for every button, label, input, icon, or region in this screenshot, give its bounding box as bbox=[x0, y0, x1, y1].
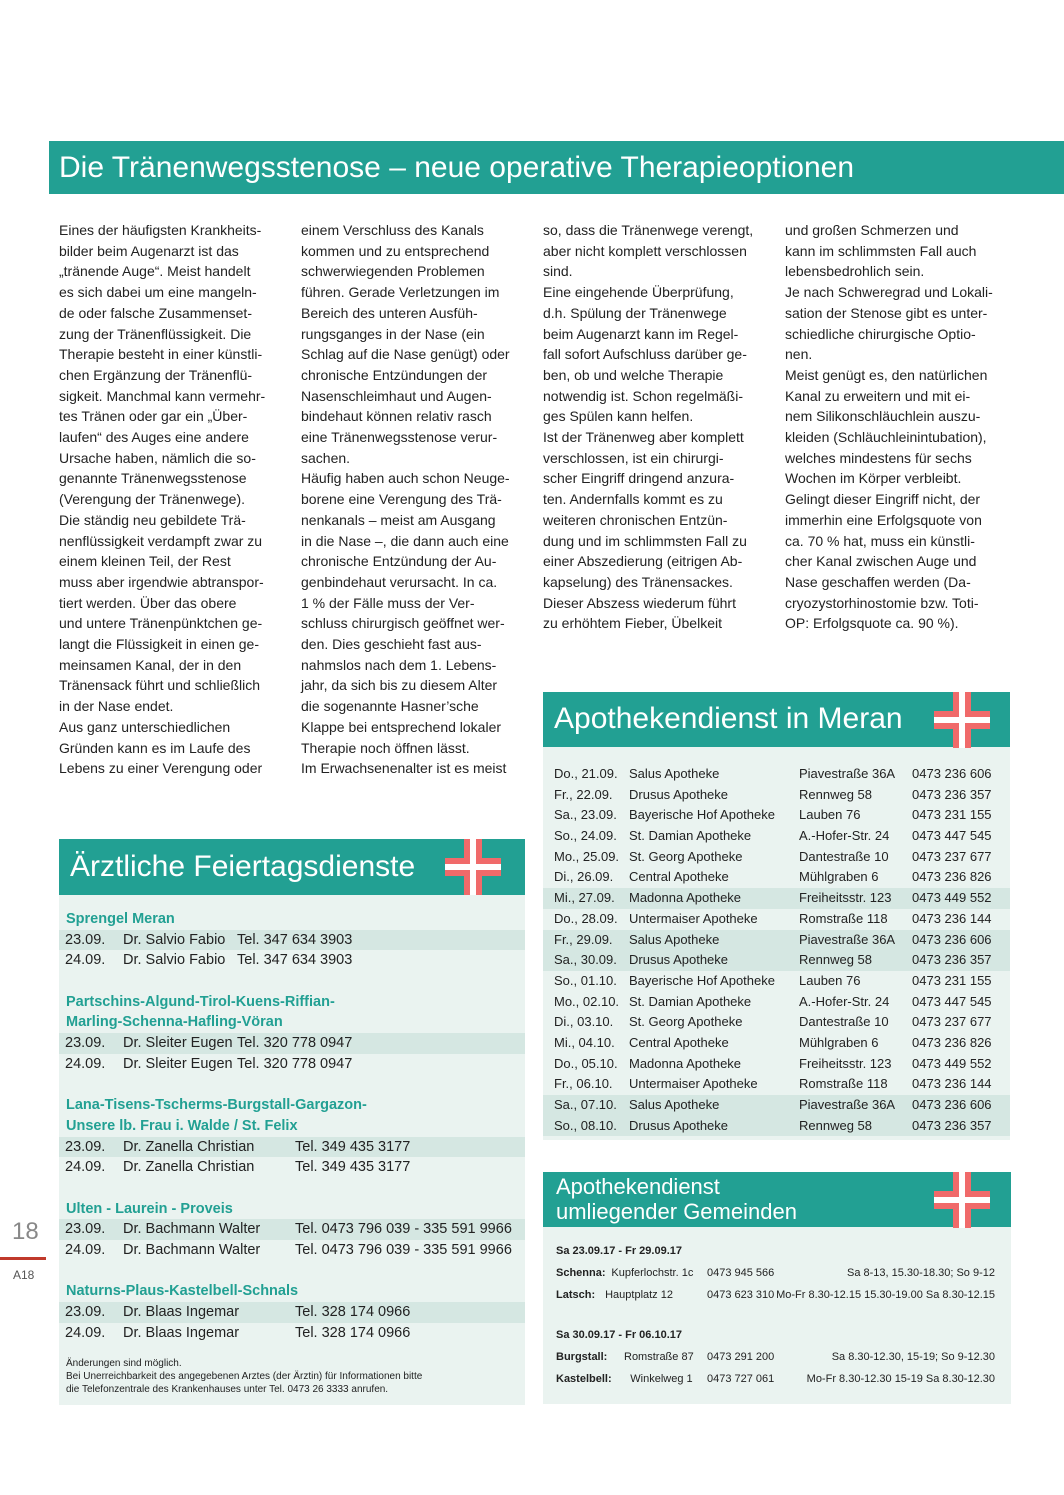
article-text-line: dung und im schlimmsten Fall zu bbox=[543, 532, 747, 549]
article-text-line: ten. Andernfalls kommt es zu bbox=[543, 491, 723, 508]
pharmacy-date: So., 08.10. bbox=[554, 1117, 617, 1133]
article-text-line: in der Nase endet. bbox=[59, 698, 174, 715]
pharmacy-row bbox=[543, 1116, 1010, 1137]
pharmacy-date: Mo., 02.10. bbox=[554, 993, 620, 1009]
article-text-line: Klappe bei entsprechend lokaler bbox=[301, 718, 502, 735]
doctor-phone: Tel. 349 435 3177 bbox=[295, 1159, 411, 1176]
pharmacy-address: Kupferlochstr. 1c bbox=[611, 1267, 694, 1279]
article-text-line: borene eine Verengung des Trä- bbox=[301, 491, 502, 508]
doctor-name: Dr. Bachmann Walter bbox=[123, 1221, 261, 1238]
article-text-line: Aus ganz unterschiedlichen bbox=[59, 718, 231, 735]
pharmacy-row bbox=[543, 785, 1010, 806]
doctor-name: Dr. Salvio Fabio bbox=[123, 931, 226, 948]
pharmacy-row bbox=[543, 847, 1010, 868]
doctor-phone: Tel. 320 778 0947 bbox=[237, 1055, 353, 1072]
article-text-line: „tränende Auge“. Meist handelt bbox=[59, 263, 251, 280]
pharmacy-name: Bayerische Hof Apotheke bbox=[629, 972, 775, 988]
article-text-line: in die Nase –, die dann auch eine bbox=[301, 532, 509, 549]
article-text-line: Nasenschleimhaut und Augen- bbox=[301, 387, 492, 404]
doctors-note bbox=[59, 1357, 532, 1396]
surrounding-pharmacy-title-line1: Apothekendienst bbox=[556, 1174, 720, 1199]
pharmacy-address: Dantestraße 10 bbox=[799, 1014, 889, 1030]
pharmacy-address: Hauptplatz 12 bbox=[605, 1289, 673, 1301]
article-text-line: Eine eingehende Überprüfung, bbox=[543, 284, 734, 301]
doctor-phone: Tel. 328 174 0966 bbox=[295, 1304, 411, 1321]
pharmacy-address: Rennweg 58 bbox=[799, 786, 872, 802]
pharmacy-row bbox=[543, 950, 1010, 971]
article-text-line: so, dass die Tränenwege verengt, bbox=[543, 222, 754, 238]
pharmacy-row bbox=[543, 888, 1010, 909]
article-text-line: Bereich des unteren Ausfüh- bbox=[301, 304, 478, 321]
pharmacy-address: Piavestraße 36A bbox=[799, 1097, 896, 1112]
opening-hours: Sa 8-13, 15.30-18.30; So 9-12 bbox=[847, 1267, 995, 1279]
article-text-line: kommen und zu entsprechend bbox=[301, 242, 490, 259]
article-text-line: Gründen kann es im Laufe des bbox=[59, 739, 251, 756]
pharmacy-address: Piavestraße 36A bbox=[799, 766, 896, 781]
surrounding-pharmacy-row bbox=[543, 1368, 1011, 1390]
pharmacy-address: Lauben 76 bbox=[799, 972, 861, 988]
pharmacy-row bbox=[543, 1074, 1010, 1095]
article-text-line: führen. Gerade Verletzungen im bbox=[301, 284, 500, 301]
article-text-line: jahr, da sich bis zu diesem Alter bbox=[301, 677, 498, 694]
pharmacy-phone: 0473 236 144 bbox=[912, 910, 992, 926]
pharmacy-name: St. Damian Apotheke bbox=[629, 993, 752, 1009]
section-spacer bbox=[59, 1261, 525, 1282]
pharmacy-phone: 0473 236 606 bbox=[912, 1097, 992, 1112]
pharmacy-name: Untermaiser Apotheke bbox=[629, 1076, 758, 1092]
doctor-date: 24.09. bbox=[65, 1242, 106, 1259]
pharmacy-row bbox=[543, 764, 1010, 785]
doctors-on-call-title: Ärztliche Feiertagsdienste bbox=[70, 850, 416, 883]
article-text-line: tes Tränen oder gar ein „Über- bbox=[59, 408, 248, 425]
group-spacer bbox=[543, 1306, 1011, 1324]
pharmacy-name: Salus Apotheke bbox=[629, 931, 720, 947]
doctor-row bbox=[59, 1302, 525, 1323]
article-text-line: cher Kanal zwischen Auge und bbox=[785, 553, 977, 570]
pharmacy-date: Mo., 25.09. bbox=[554, 848, 620, 864]
article-title: Die Tränenwegsstenose – neue operative Therapieoptionen bbox=[49, 141, 1064, 194]
pharmacy-date: Mi., 27.09. bbox=[554, 890, 615, 906]
article-text-line: (Verengung der Tränenwege). bbox=[59, 491, 246, 508]
article-column-4 bbox=[785, 220, 1010, 634]
doctors-on-call-header bbox=[59, 839, 525, 895]
pharmacy-phone: 0473 237 677 bbox=[912, 848, 992, 864]
pharmacy-address: A.-Hofer-Str. 24 bbox=[799, 828, 890, 844]
pharmacy-phone: 0473 291 200 bbox=[707, 1351, 775, 1363]
doctor-date: 23.09. bbox=[65, 931, 106, 948]
pharmacy-row bbox=[543, 930, 1010, 951]
district-name: Naturns-Plaus-Kastelbell-Schnals bbox=[66, 1283, 299, 1300]
article-text-line: scher Eingriff dringend anzura- bbox=[543, 470, 735, 487]
article-text-line: aber nicht komplett verschlossen bbox=[543, 242, 747, 259]
article-text-line: weiteren chronischen Entzün- bbox=[543, 511, 728, 528]
pharmacy-name: Untermaiser Apotheke bbox=[629, 910, 758, 926]
doctor-date: 23.09. bbox=[65, 1304, 106, 1321]
article-text-line: lebensbedrohlich sein. bbox=[785, 263, 925, 280]
article-text-line: einer Abszedierung (eitrigen Ab- bbox=[543, 553, 743, 570]
doctor-phone: Tel. 320 778 0947 bbox=[237, 1035, 353, 1052]
article-text-line: nen. bbox=[785, 346, 813, 363]
article-text-line: Die ständig neu gebildete Trä- bbox=[59, 511, 246, 528]
doctor-row bbox=[59, 1137, 525, 1158]
pharmacy-date: Fr., 22.09. bbox=[554, 786, 613, 802]
article-text-line: notwendig ist. Schon regelmäßi- bbox=[543, 387, 743, 404]
pharmacy-name: Drusus Apotheke bbox=[629, 786, 729, 802]
article-text-line: nenflüssigkeit verdampft zwar zu bbox=[59, 532, 263, 549]
doctor-phone: Tel. 0473 796 039 - 335 591 9966 bbox=[295, 1242, 512, 1259]
article-text-line: chen Ergänzung der Tränenflü- bbox=[59, 366, 253, 383]
article-column-1 bbox=[59, 220, 284, 779]
article-text-line: kleiden (Schläuchleinintubation), bbox=[785, 429, 987, 446]
surrounding-pharmacy-row bbox=[543, 1262, 1011, 1284]
pharmacy-name: Salus Apotheke bbox=[629, 766, 720, 781]
pharmacy-phone: 0473 727 061 bbox=[707, 1373, 775, 1385]
pharmacy-phone: 0473 236 357 bbox=[912, 1117, 992, 1133]
surrounding-pharmacy-row bbox=[543, 1284, 1011, 1306]
doctor-phone: Tel. 0473 796 039 - 335 591 9966 bbox=[295, 1221, 512, 1238]
doctor-name: Dr. Blaas Ingemar bbox=[123, 1304, 240, 1321]
pharmacy-date: Sa., 30.09. bbox=[554, 952, 617, 968]
article-text-line: einem kleinen Teil, der Rest bbox=[59, 553, 231, 570]
pharmacy-date: Fr., 06.10. bbox=[554, 1076, 613, 1092]
article-text-line: nahmslos nach dem 1. Lebens- bbox=[301, 656, 497, 673]
article-text-line: zung der Tränenflüssigkeit. Die bbox=[59, 325, 252, 342]
article-text-line: eine Tränenwegsstenose verur- bbox=[301, 429, 498, 446]
article-text-line: sachen. bbox=[301, 449, 351, 466]
doctor-phone: Tel. 347 634 3903 bbox=[237, 931, 353, 948]
pharmacy-address: A.-Hofer-Str. 24 bbox=[799, 993, 890, 1009]
pharmacy-name: St. Damian Apotheke bbox=[629, 828, 752, 844]
pharmacy-row bbox=[543, 867, 1010, 888]
article-text-line: bindehaut können relativ rasch bbox=[301, 408, 492, 425]
pharmacy-cross-icon bbox=[445, 839, 501, 895]
opening-hours: Sa 8.30-12.30, 15-19; So 9-12.30 bbox=[831, 1351, 995, 1363]
pharmacy-address: Romstraße 118 bbox=[799, 910, 888, 926]
article-text-line: Ist der Tränenweg aber komplett bbox=[543, 429, 744, 446]
note-line: die Telefonzentrale des Krankenhauses unter Tel. 0473 26 3333 anrufen. bbox=[66, 1384, 389, 1395]
article-text-line: sigkeit. Manchmal kann vermehr- bbox=[59, 387, 266, 404]
article-text-line: Ursache haben, nämlich die so- bbox=[59, 449, 256, 466]
town-name: Schenna: bbox=[556, 1267, 606, 1279]
pharmacy-address: Romstraße 118 bbox=[799, 1076, 888, 1092]
service-period bbox=[543, 1324, 1011, 1346]
pharmacy-date: Do., 21.09. bbox=[554, 766, 618, 781]
article-text-line: langt die Flüssigkeit in einen ge- bbox=[59, 636, 260, 653]
pharmacy-address: Rennweg 58 bbox=[799, 952, 872, 968]
article-column-2 bbox=[301, 220, 526, 779]
pharmacy-phone: 0473 236 357 bbox=[912, 952, 992, 968]
doctor-name: Dr. Bachmann Walter bbox=[123, 1242, 261, 1259]
pharmacy-address: Piavestraße 36A bbox=[799, 931, 896, 947]
pharmacy-date: Fr., 29.09. bbox=[554, 931, 613, 947]
pharmacy-phone: 0473 449 552 bbox=[912, 1055, 992, 1071]
article-text-line: und großen Schmerzen und bbox=[785, 222, 959, 238]
pharmacy-phone: 0473 231 155 bbox=[912, 972, 992, 988]
article-text-line: cryozystorhinostomie bzw. Toti- bbox=[785, 594, 979, 611]
article-text-line: nem Silikonschläuchlein auszu- bbox=[785, 408, 981, 425]
pharmacy-row bbox=[543, 1012, 1010, 1033]
district-name: Sprengel Meran bbox=[66, 911, 175, 927]
pharmacy-name: St. Georg Apotheke bbox=[629, 1014, 743, 1030]
article-text-line: schiedliche chirurgische Optio- bbox=[785, 325, 976, 342]
article-text-line: Je nach Schweregrad und Lokali- bbox=[785, 284, 993, 301]
article-text-line: zu erhöhtem Fieber, Übelkeit bbox=[543, 615, 722, 632]
pharmacy-row bbox=[543, 826, 1010, 847]
article-text-line: fall sofort Aufschluss darüber ge- bbox=[543, 346, 747, 363]
district-name: Unsere lb. Frau i. Walde / St. Felix bbox=[66, 1117, 298, 1134]
article-text-line: Kanal zu erweitern und mit ei- bbox=[785, 387, 971, 404]
town-name: Kastelbell: bbox=[556, 1373, 612, 1385]
article-text-line: nenkanals – meist am Ausgang bbox=[301, 511, 496, 528]
note-line: Bei Unerreichbarkeit des angegebenen Arztes (der Ärztin) für Informationen bitte bbox=[66, 1371, 423, 1382]
article-text-line: schluss chirurgisch geöffnet wer- bbox=[301, 615, 505, 632]
pharmacy-phone: 0473 447 545 bbox=[912, 993, 992, 1009]
article-text-line: muss aber irgendwie abtranspor- bbox=[59, 573, 264, 590]
pharmacy-name: Central Apotheke bbox=[629, 1034, 729, 1050]
article-text-line: Dieser Abszess wiederum führt bbox=[543, 594, 736, 611]
doctor-date: 24.09. bbox=[65, 1055, 106, 1072]
article-text-line: Nase geschaffen werden (Da- bbox=[785, 573, 971, 590]
pharmacy-address: Mühlgraben 6 bbox=[799, 869, 879, 885]
page-number-divider bbox=[0, 1257, 46, 1260]
district-name: Marling-Schenna-Hafling-Vöran bbox=[66, 1014, 283, 1031]
opening-hours: Mo-Fr 8.30-12.30 15-19 Sa 8.30-12.30 bbox=[806, 1373, 995, 1385]
district-name: Partschins-Algund-Tirol-Kuens-Riffian- bbox=[66, 993, 335, 1010]
pharmacy-phone: 0473 449 552 bbox=[912, 890, 992, 906]
pharmacy-address: Rennweg 58 bbox=[799, 1117, 872, 1133]
page-number: 18 bbox=[12, 1218, 39, 1245]
article-text-line: chronische Entzündung der Au- bbox=[301, 553, 497, 570]
doctor-row bbox=[59, 1219, 525, 1240]
article-text-line: genbindehaut verursacht. In ca. bbox=[301, 573, 498, 590]
pharmacy-phone: 0473 236 606 bbox=[912, 766, 992, 781]
article-text-line: Meist genügt es, den natürlichen bbox=[785, 366, 988, 383]
pharmacy-name: Madonna Apotheke bbox=[629, 1055, 742, 1071]
pharmacy-name: Salus Apotheke bbox=[629, 1097, 720, 1112]
town-name: Latsch: bbox=[556, 1289, 596, 1301]
pharmacy-row bbox=[543, 909, 1010, 930]
pharmacy-row bbox=[543, 1033, 1010, 1054]
pharmacy-date: Di., 03.10. bbox=[554, 1014, 614, 1030]
pharmacy-phone: 0473 236 826 bbox=[912, 1034, 992, 1050]
article-text-line: genannte Tränenwegsstenose bbox=[59, 470, 247, 487]
doctor-row bbox=[59, 930, 525, 951]
pharmacy-date: So., 24.09. bbox=[554, 828, 617, 844]
pharmacy-phone: 0473 236 606 bbox=[912, 931, 992, 947]
article-text-line: Lebens zu einer Verengung oder bbox=[59, 760, 263, 777]
doctor-row bbox=[59, 1323, 525, 1344]
article-text-line: Tränensack führt und schließlich bbox=[59, 677, 261, 694]
article-text-line: es sich dabei um eine mangeln- bbox=[59, 284, 257, 301]
article-text-line: chronische Entzündungen der bbox=[301, 366, 488, 383]
doctor-date: 24.09. bbox=[65, 1324, 106, 1341]
pharmacy-name: Bayerische Hof Apotheke bbox=[629, 807, 775, 823]
doctor-date: 24.09. bbox=[65, 1159, 106, 1176]
surrounding-pharmacy-list bbox=[543, 1240, 1011, 1390]
pharmacy-phone: 0473 231 155 bbox=[912, 807, 992, 823]
doctor-date: 23.09. bbox=[65, 1221, 106, 1238]
article-column-3 bbox=[543, 220, 768, 634]
article-text-line: ca. 70 % hat, muss ein künstli- bbox=[785, 532, 975, 549]
article-text-line: den. Dies geschieht fast aus- bbox=[301, 636, 482, 653]
pharmacy-address: Romstraße 87 bbox=[624, 1351, 694, 1363]
article-text-line: bilder beim Augenarzt ist das bbox=[59, 242, 239, 259]
note-line: Änderungen sind möglich. bbox=[66, 1358, 182, 1369]
meran-pharmacy-box bbox=[543, 692, 1010, 1140]
pharmacy-date: Do., 28.09. bbox=[554, 910, 618, 926]
section-spacer bbox=[59, 1075, 525, 1096]
pharmacy-date: Di., 26.09. bbox=[554, 869, 614, 885]
article-text-line: sation der Stenose gibt es unter- bbox=[785, 304, 988, 321]
doctor-name: Dr. Blaas Ingemar bbox=[123, 1324, 240, 1341]
section-spacer bbox=[59, 971, 525, 992]
doctor-phone: Tel. 328 174 0966 bbox=[295, 1324, 411, 1341]
article-text-line: schwerwiegenden Problemen bbox=[301, 263, 485, 280]
doctor-phone: Tel. 347 634 3903 bbox=[237, 952, 353, 969]
article-text-line: ben, ob und welche Therapie bbox=[543, 366, 724, 383]
article-text-line: welches mindestens für sechs bbox=[785, 449, 972, 466]
article-text-line: Gelingt dieser Eingriff nicht, der bbox=[785, 491, 981, 508]
article-text-line: sind. bbox=[543, 263, 573, 280]
section-spacer bbox=[59, 1178, 525, 1199]
pharmacy-phone: 0473 623 310 bbox=[707, 1289, 775, 1301]
article-text-line: Im Erwachsenenalter ist es meist bbox=[301, 760, 507, 777]
article-text-line: einem Verschluss des Kanals bbox=[301, 222, 484, 238]
service-period-text: Sa 23.09.17 - Fr 29.09.17 bbox=[556, 1245, 682, 1257]
article-text-line: ges Spülen kann helfen. bbox=[543, 408, 694, 425]
pharmacy-address: Dantestraße 10 bbox=[799, 848, 889, 864]
doctor-row bbox=[59, 950, 525, 971]
article-text-line: Schlag auf die Nase genügt) oder bbox=[301, 346, 510, 363]
pharmacy-name: Drusus Apotheke bbox=[629, 1117, 729, 1133]
pharmacy-name: Madonna Apotheke bbox=[629, 890, 742, 906]
surrounding-pharmacy-row bbox=[543, 1346, 1011, 1368]
article-text-line: Wochen im Körper verbleibt. bbox=[785, 470, 962, 487]
pharmacy-phone: 0473 447 545 bbox=[912, 828, 992, 844]
doctor-date: 23.09. bbox=[65, 1138, 106, 1155]
doctor-date: 24.09. bbox=[65, 952, 106, 969]
article-text-line: verschlossen, ist ein chirurgi- bbox=[543, 449, 724, 466]
article-text-line: kann im schlimmsten Fall auch bbox=[785, 242, 977, 259]
doctors-on-call-list bbox=[59, 909, 525, 1344]
doctor-row bbox=[59, 1157, 525, 1178]
pharmacy-phone: 0473 236 357 bbox=[912, 786, 992, 802]
pharmacy-cross-icon bbox=[934, 692, 990, 748]
doctor-date: 23.09. bbox=[65, 1035, 106, 1052]
doctor-row bbox=[59, 1033, 525, 1054]
pharmacy-name: St. Georg Apotheke bbox=[629, 848, 743, 864]
article-text-line: Therapie noch öffnen lässt. bbox=[301, 739, 470, 756]
article-text-line: tiert werden. Über das obere bbox=[59, 594, 237, 611]
pharmacy-address: Freiheitsstr. 123 bbox=[799, 890, 892, 906]
article-text-line: de oder falsche Zusammenset- bbox=[59, 304, 252, 321]
district-name: Ulten - Laurein - Proveis bbox=[66, 1200, 233, 1217]
doctor-name: Dr. Zanella Christian bbox=[123, 1138, 255, 1155]
pharmacy-date: Mi., 04.10. bbox=[554, 1034, 615, 1050]
opening-hours: Mo-Fr 8.30-12.15 15.30-19.00 Sa 8.30-12.15 bbox=[776, 1289, 995, 1301]
pharmacy-date: Do., 05.10. bbox=[554, 1055, 618, 1071]
service-period bbox=[543, 1240, 1011, 1262]
article-text-line: kapselung) des Tränensackes. bbox=[543, 573, 733, 590]
surrounding-pharmacy-box bbox=[543, 1172, 1011, 1404]
article-text-line: OP: Erfolgsquote ca. 90 %). bbox=[785, 615, 959, 632]
doctor-name: Dr. Sleiter Eugen bbox=[123, 1055, 233, 1072]
article-text-line: immerhin eine Erfolgsquote von bbox=[785, 511, 982, 528]
surrounding-pharmacy-header bbox=[543, 1172, 1011, 1227]
article-text-line: Häufig haben auch schon Neuge- bbox=[301, 470, 510, 487]
service-period-text: Sa 30.09.17 - Fr 06.10.17 bbox=[556, 1329, 682, 1341]
article-text-line: 1 % der Fälle muss der Ver- bbox=[301, 594, 475, 611]
article-text-line: Therapie besteht in einer künstli- bbox=[59, 346, 263, 363]
pharmacy-row bbox=[543, 805, 1010, 826]
pharmacy-address: Winkelweg 1 bbox=[630, 1373, 693, 1385]
pharmacy-phone: 0473 236 144 bbox=[912, 1076, 992, 1092]
article-text-line: Eines der häufigsten Krankheits- bbox=[59, 222, 262, 238]
district-name: Lana-Tisens-Tscherms-Burgstall-Gargazon- bbox=[66, 1097, 367, 1114]
doctor-name: Dr. Zanella Christian bbox=[123, 1159, 255, 1176]
pharmacy-date: Sa., 07.10. bbox=[554, 1097, 617, 1112]
pharmacy-address: Mühlgraben 6 bbox=[799, 1034, 879, 1050]
article-text-line: und untere Tränenpünktchen ge- bbox=[59, 615, 263, 632]
doctor-row bbox=[59, 1054, 525, 1075]
pharmacy-address: Lauben 76 bbox=[799, 807, 861, 823]
pharmacy-address: Freiheitsstr. 123 bbox=[799, 1055, 892, 1071]
pharmacy-name: Drusus Apotheke bbox=[629, 952, 729, 968]
pharmacy-phone: 0473 945 566 bbox=[707, 1267, 775, 1279]
meran-pharmacy-title: Apothekendienst in Meran bbox=[554, 702, 903, 735]
surrounding-pharmacy-title-line2: umliegender Gemeinden bbox=[556, 1199, 797, 1224]
pharmacy-row bbox=[543, 971, 1010, 992]
article-text-line: meinsamen Kanal, der in den bbox=[59, 656, 242, 673]
doctors-on-call-box bbox=[59, 839, 525, 1405]
doctor-row bbox=[59, 1240, 525, 1261]
meran-pharmacy-table bbox=[543, 764, 1010, 1136]
pharmacy-phone: 0473 236 826 bbox=[912, 869, 992, 885]
doctor-name: Dr. Salvio Fabio bbox=[123, 952, 226, 969]
pharmacy-name: Central Apotheke bbox=[629, 869, 729, 885]
article-text-line: rungsganges in der Nase (ein bbox=[301, 325, 485, 342]
article-text-line: d.h. Spülung der Tränenwege bbox=[543, 304, 727, 321]
article-text-line: laufen“ des Auges eine andere bbox=[59, 429, 249, 446]
article-text-line: die sogenannte Hasner’sche bbox=[301, 698, 479, 715]
pharmacy-date: Sa., 23.09. bbox=[554, 807, 617, 823]
article-text-line: beim Augenarzt kann im Regel- bbox=[543, 325, 739, 342]
pharmacy-row bbox=[543, 1095, 1010, 1116]
doctor-phone: Tel. 349 435 3177 bbox=[295, 1138, 411, 1155]
pharmacy-phone: 0473 237 677 bbox=[912, 1014, 992, 1030]
page-code: A18 bbox=[13, 1268, 35, 1282]
pharmacy-cross-icon bbox=[934, 1172, 990, 1228]
pharmacy-row bbox=[543, 1054, 1010, 1075]
doctor-name: Dr. Sleiter Eugen bbox=[123, 1035, 233, 1052]
meran-pharmacy-header bbox=[543, 692, 1010, 747]
town-name: Burgstall: bbox=[556, 1351, 608, 1363]
pharmacy-row bbox=[543, 992, 1010, 1013]
pharmacy-date: So., 01.10. bbox=[554, 972, 617, 988]
